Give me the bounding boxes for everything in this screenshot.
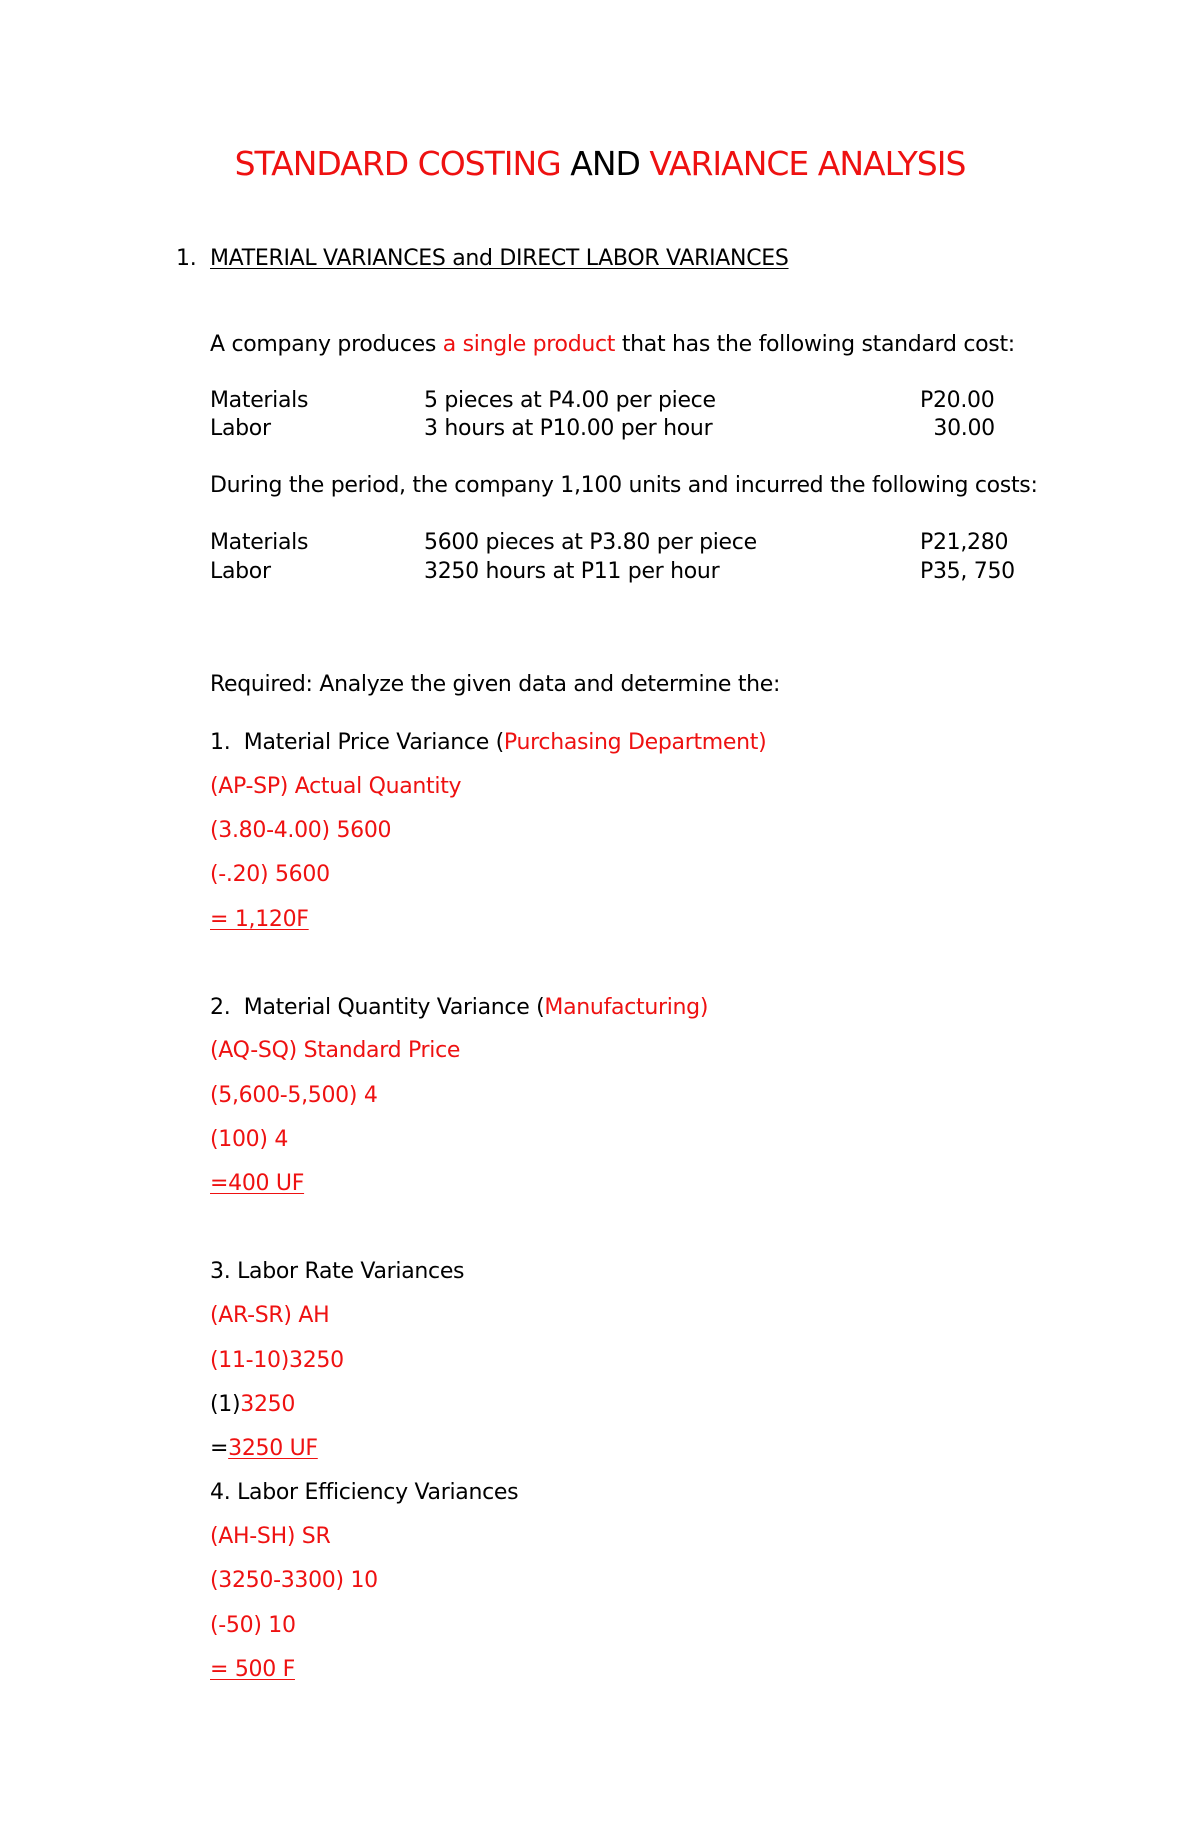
variance-1-formula: (AP-SP) Actual Quantity: [210, 774, 462, 799]
std-amount: P20.00: [920, 388, 995, 413]
variance-1-dept: Purchasing Department): [503, 730, 767, 755]
variance-3-step2-factor: (1): [210, 1392, 241, 1417]
variance-3-result-line: [210, 1434, 318, 1464]
variance-1-label: 1. Material Price Variance (: [210, 730, 504, 755]
intro-after: that has the following standard cost:: [615, 332, 1015, 357]
section-heading: MATERIAL VARIANCES and DIRECT LABOR VARIANCES: [210, 246, 789, 271]
actual-item: Materials: [210, 530, 309, 555]
variance-4-step1: (3250-3300) 10: [210, 1568, 378, 1593]
period-text: During the period, the company 1,100 units and incurred the following costs:: [210, 473, 1038, 498]
variance-2-step1: (5,600-5,500) 4: [210, 1083, 378, 1108]
document-title: [0, 142, 1200, 186]
variance-4-title: 4. Labor Efficiency Variances: [210, 1480, 519, 1505]
actual-item: Labor: [210, 559, 271, 584]
std-amount: 30.00: [920, 416, 995, 441]
required-text: Required: Analyze the given data and determine the:: [210, 672, 781, 697]
title-part-standard-costing: STANDARD COSTING: [234, 144, 561, 183]
variance-2-dept: Manufacturing): [544, 995, 709, 1020]
variance-1-step2: (-.20) 5600: [210, 862, 330, 887]
variance-4-formula: (AH-SH) SR: [210, 1524, 331, 1549]
actual-amount: P21,280: [920, 530, 1009, 555]
intro-before: A company produces: [210, 332, 443, 357]
variance-3-step2-hours: 3250: [240, 1392, 296, 1417]
std-item: Labor: [210, 416, 271, 441]
title-part-variance-analysis: VARIANCE ANALYSIS: [649, 144, 966, 183]
actual-detail: 3250 hours at P11 per hour: [424, 559, 720, 584]
variance-1-title: [210, 728, 766, 758]
intro-highlight: a single product: [442, 332, 616, 357]
std-detail: 5 pieces at P4.00 per piece: [424, 388, 716, 413]
variance-2-title: [210, 993, 708, 1023]
variance-2-step2: (100) 4: [210, 1127, 289, 1152]
variance-2-formula: (AQ-SQ) Standard Price: [210, 1038, 461, 1063]
variance-3-result: 3250 UF: [228, 1436, 318, 1461]
std-item: Materials: [210, 388, 309, 413]
actual-amount: P35, 750: [920, 559, 1015, 584]
section-number: 1.: [176, 246, 197, 271]
title-part-and: AND: [560, 144, 650, 183]
intro-text: [210, 330, 1015, 360]
variance-3-step2: [210, 1390, 295, 1420]
variance-1-step1: (3.80-4.00) 5600: [210, 818, 392, 843]
variance-2-label: 2. Material Quantity Variance (: [210, 995, 545, 1020]
variance-3-result-prefix: =: [210, 1436, 229, 1461]
variance-4-result: = 500 F: [210, 1657, 295, 1682]
variance-2-result: =400 UF: [210, 1171, 305, 1196]
variance-4-step2: (-50) 10: [210, 1613, 296, 1638]
actual-detail: 5600 pieces at P3.80 per piece: [424, 530, 757, 555]
variance-3-formula: (AR-SR) AH: [210, 1303, 330, 1328]
variance-1-result: = 1,120F: [210, 907, 309, 932]
variance-3-step1: (11-10)3250: [210, 1348, 344, 1373]
variance-3-title: 3. Labor Rate Variances: [210, 1259, 465, 1284]
std-detail: 3 hours at P10.00 per hour: [424, 416, 713, 441]
